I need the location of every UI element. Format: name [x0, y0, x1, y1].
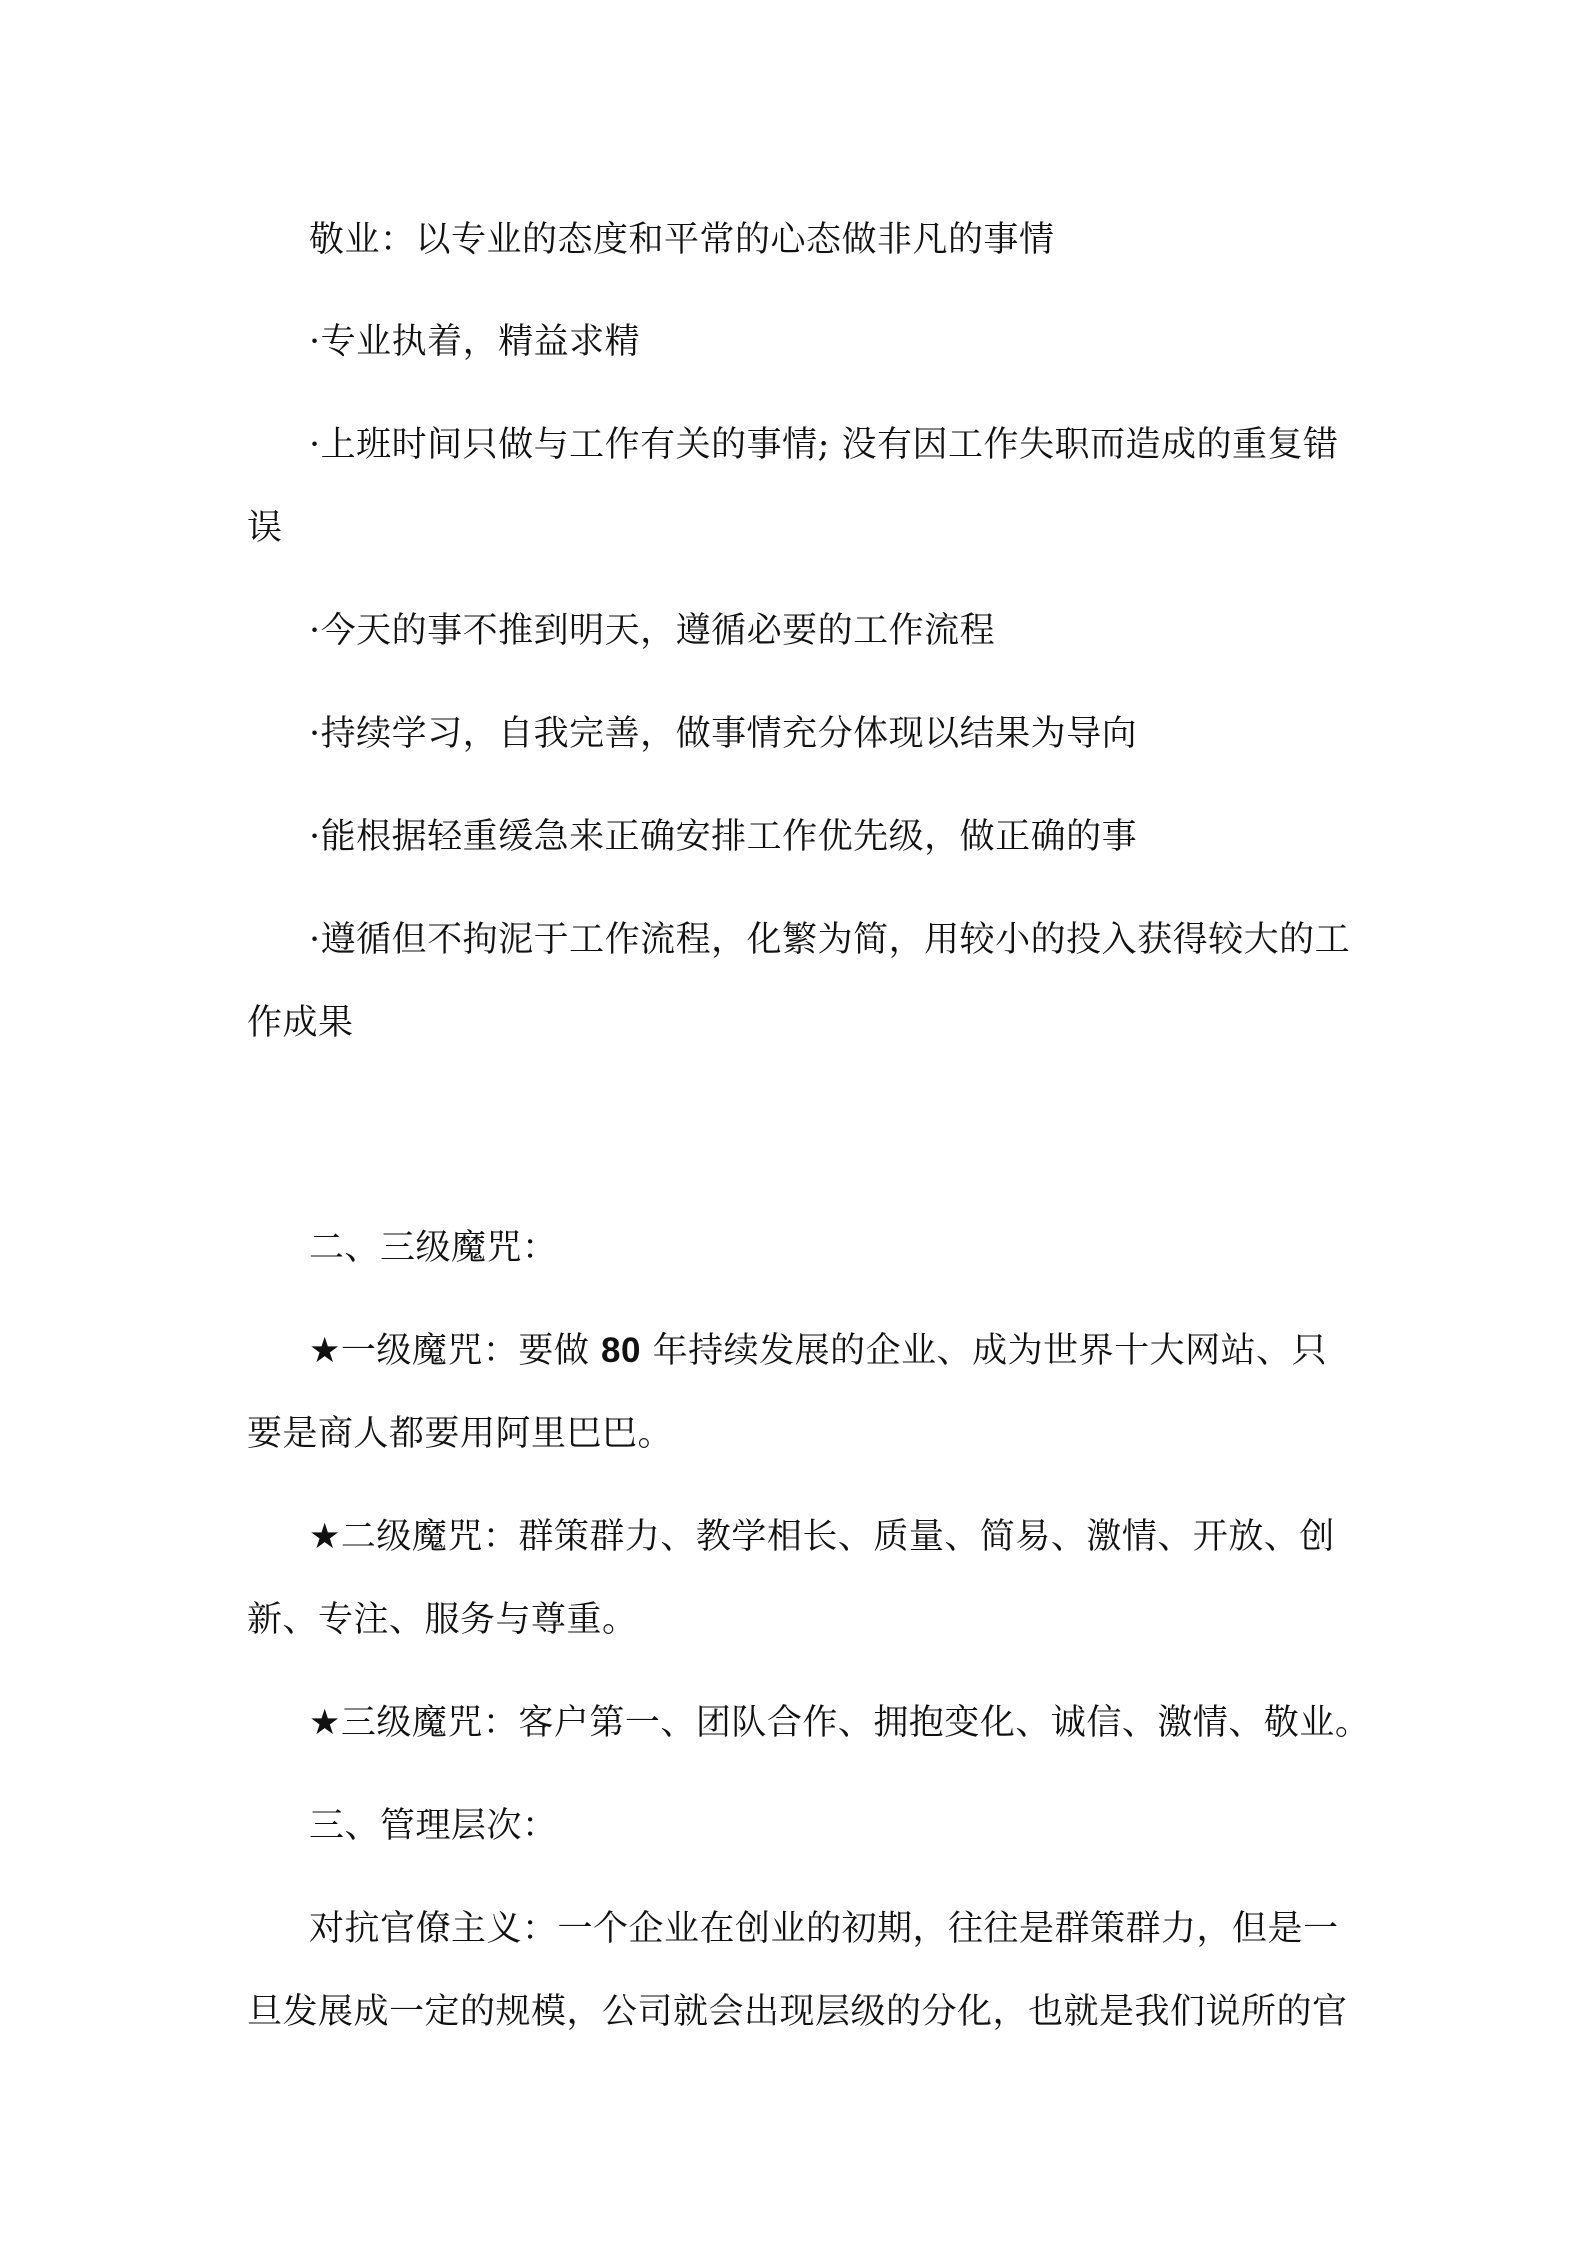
section3-paragraph-line: 旦发展成一定的规模，公司就会出现层级的分化，也就是我们说所的官 [247, 1992, 1348, 2032]
level1-text-b: 年持续发展的企业、成为世界十大网站、只 [640, 1331, 1328, 1371]
magic-level3 [309, 1701, 1370, 1745]
list-item: ·遵循但不拘泥于工作流程，化繁为简，用较小的投入获得较大的工 [309, 920, 1351, 960]
level1-number: 80 [601, 1331, 641, 1370]
list-item: ·上班时间只做与工作有关的事情; 没有因工作失职而造成的重复错 [309, 425, 1339, 465]
list-item-continuation: 作成果 [247, 1003, 354, 1043]
list-item: ·专业执着，精益求精 [309, 322, 641, 362]
magic-level2-continuation: 新、专注、服务与尊重。 [247, 1600, 638, 1640]
section2-heading: 二、三级魔咒： [309, 1228, 558, 1268]
level2-text: 二级魔咒：群策群力、教学相长、质量、简易、激情、开放、创 [340, 1517, 1335, 1557]
section1-heading: 敬业：以专业的态度和平常的心态做非凡的事情 [309, 220, 1055, 260]
section3-paragraph-line: 对抗官僚主义：一个企业在创业的初期，往往是群策群力，但是一 [309, 1909, 1339, 1949]
level3-text: 三级魔咒：客户第一、团队合作、拥抱变化、诚信、激情、敬业。 [340, 1703, 1371, 1743]
list-item: ·持续学习，自我完善，做事情充分体现以结果为导向 [309, 714, 1138, 754]
level1-text-a: 一级魔咒：要做 [340, 1331, 602, 1371]
star-icon: ★ [309, 1331, 341, 1371]
section3-heading: 三、管理层次： [309, 1806, 558, 1846]
list-item-continuation: 误 [247, 508, 283, 548]
magic-level2 [309, 1515, 1335, 1559]
list-item: ·今天的事不推到明天，遵循必要的工作流程 [309, 611, 996, 651]
magic-level1-continuation: 要是商人都要用阿里巴巴。 [247, 1414, 674, 1454]
star-icon: ★ [309, 1703, 341, 1743]
list-item: ·能根据轻重缓急来正确安排工作优先级，做正确的事 [309, 817, 1138, 857]
magic-level1 [309, 1329, 1327, 1373]
star-icon: ★ [309, 1517, 341, 1557]
